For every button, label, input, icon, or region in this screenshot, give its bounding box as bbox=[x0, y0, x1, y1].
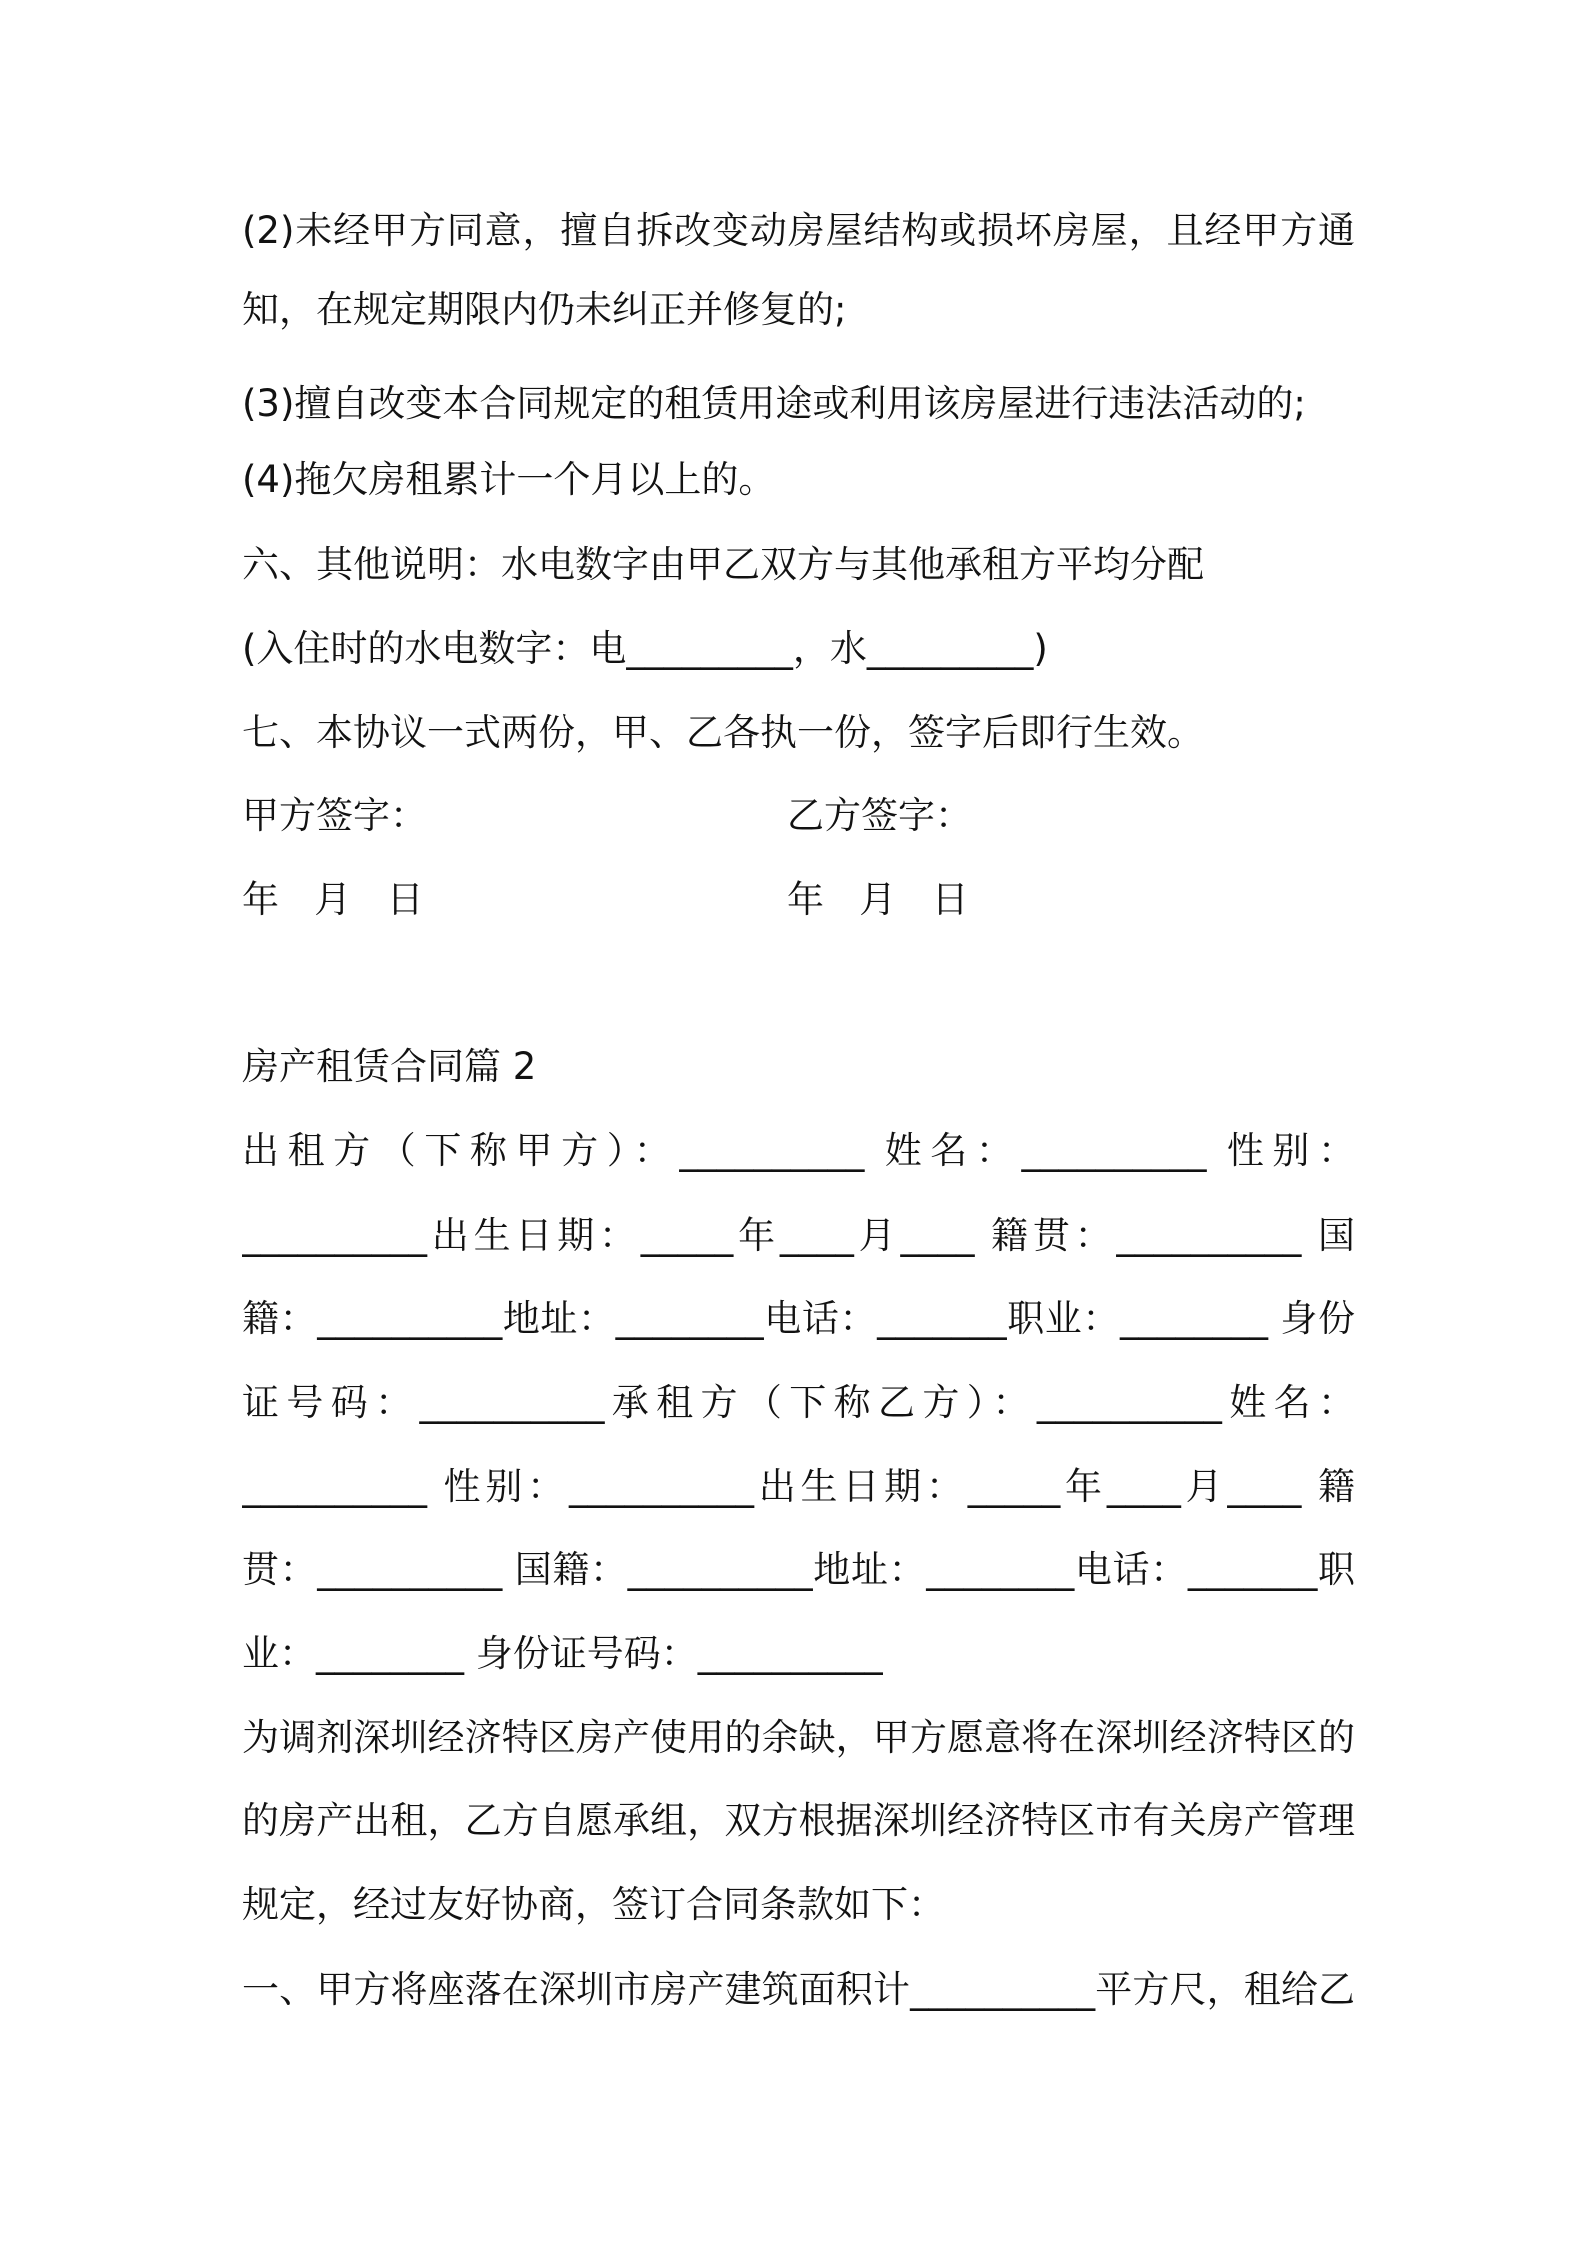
party-b-date: 年 月 日 bbox=[787, 878, 969, 921]
preamble-line-1: 为调剂深圳经济特区房产使用的余缺，甲方愿意将在深圳经济特区的 bbox=[242, 1716, 1355, 1759]
item-6-line-2: (入住时的水电数字：电_________，水_________) bbox=[242, 627, 1048, 670]
item-7: 七、本协议一式两份，甲、乙各执一份，签字后即行生效。 bbox=[242, 711, 1204, 754]
contract-2-title: 房产租赁合同篇 2 bbox=[242, 1045, 537, 1088]
clause-3: (3)擅自改变本合同规定的租赁用途或利用该房屋进行违法活动的; bbox=[242, 382, 1306, 425]
clause-2-line-1: (2)未经甲方同意，擅自拆改变动房屋结构或损坏房屋，且经甲方通 bbox=[242, 209, 1355, 252]
parties-line-1: 出租方（下称甲方）：__________ 姓名：__________ 性别： bbox=[242, 1129, 1355, 1172]
clause-4: (4)拖欠房租累计一个月以上的。 bbox=[242, 458, 776, 501]
parties-line-7: 业：________ 身份证号码：__________ bbox=[242, 1632, 883, 1675]
party-a-signature-label: 甲方签字： bbox=[242, 794, 427, 837]
parties-line-2: __________出生日期：_____年____月____ 籍贯：__________ 国 bbox=[242, 1214, 1355, 1257]
parties-line-5: __________ 性别：__________出生日期：_____年____月____ 籍 bbox=[242, 1465, 1355, 1508]
preamble-line-2: 的房产出租，乙方自愿承组，双方根据深圳经济特区市有关房产管理 bbox=[242, 1799, 1355, 1842]
preamble-line-3: 规定，经过友好协商，签订合同条款如下： bbox=[242, 1883, 945, 1926]
clause-2-line-2: 知，在规定期限内仍未纠正并修复的; bbox=[242, 288, 847, 331]
parties-line-4: 证号码：__________承租方（下称乙方）：__________姓名： bbox=[242, 1381, 1355, 1424]
parties-line-6: 贯：__________ 国籍：__________地址：________电话：_______职 bbox=[242, 1548, 1355, 1591]
parties-line-3: 籍：__________地址：________电话：_______职业：________ 身份 bbox=[242, 1297, 1355, 1340]
item-6-line-1: 六、其他说明：水电数字由甲乙双方与其他承租方平均分配 bbox=[242, 543, 1204, 586]
article-1-line: 一、甲方将座落在深圳市房产建筑面积计__________平方尺，租给乙 bbox=[242, 1968, 1355, 2011]
party-b-signature-label: 乙方签字： bbox=[787, 794, 972, 837]
party-a-date: 年 月 日 bbox=[242, 878, 424, 921]
